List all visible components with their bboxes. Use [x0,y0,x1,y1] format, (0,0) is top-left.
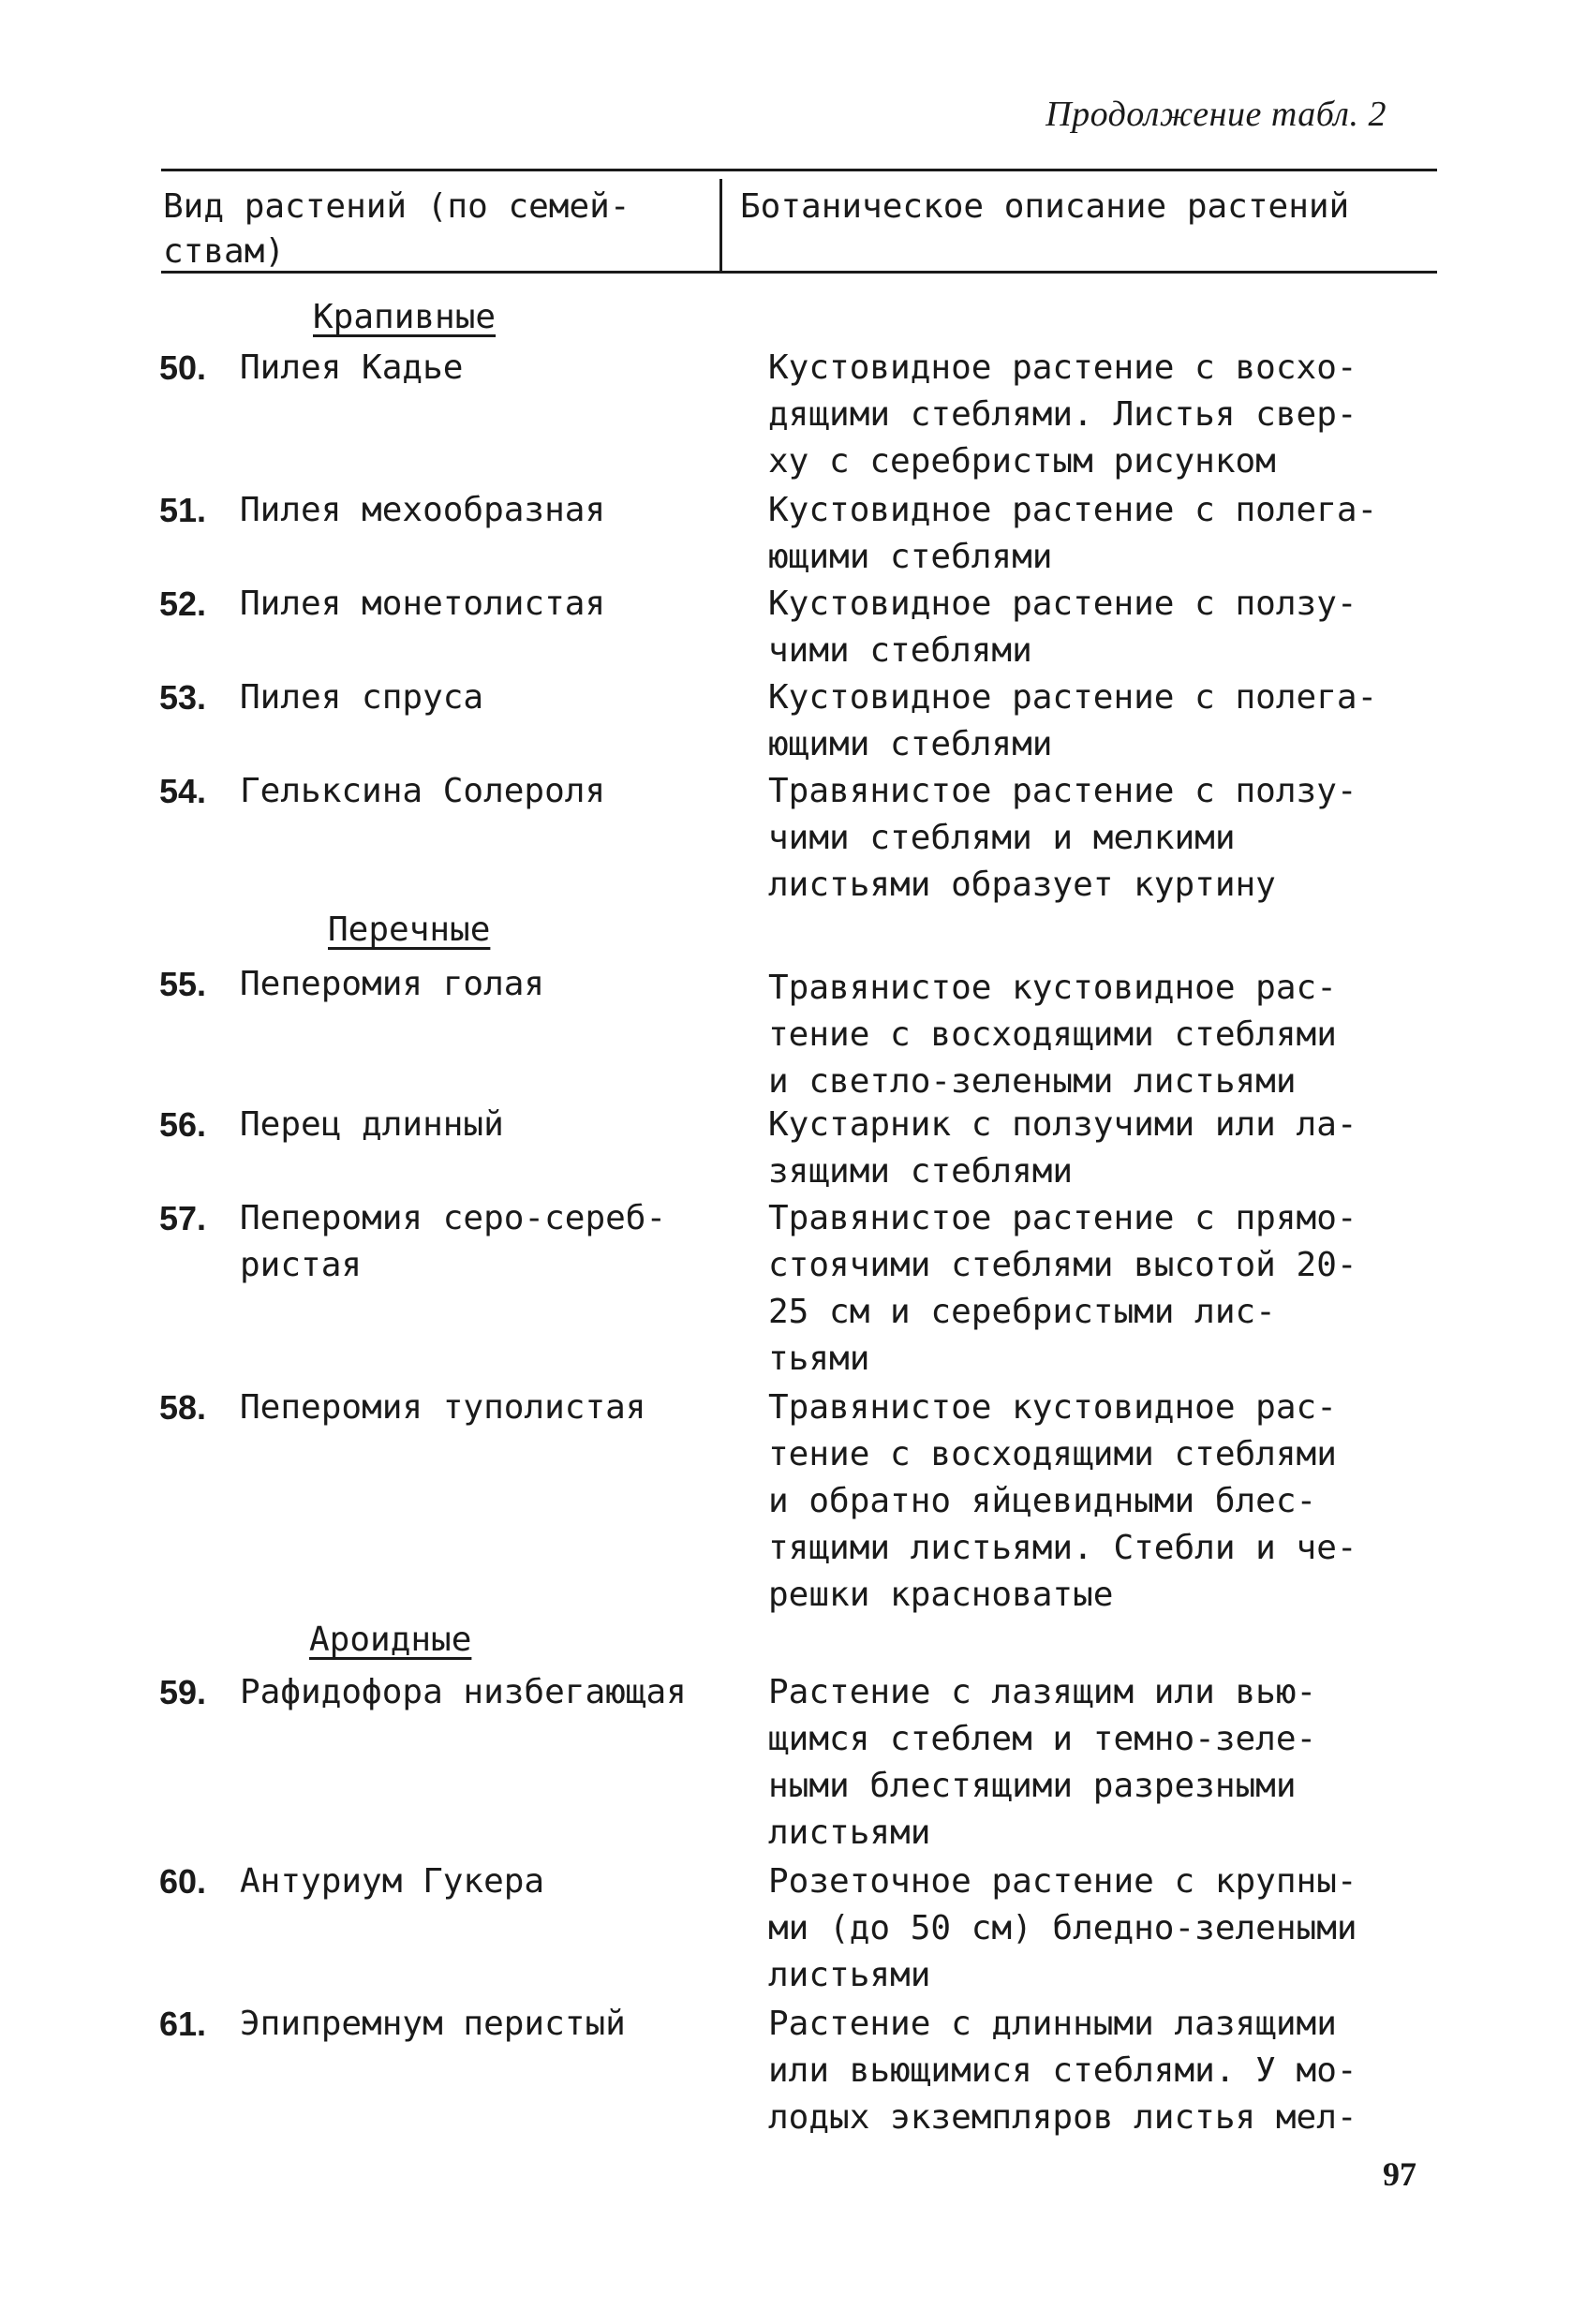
row-number: 56. [159,1105,207,1144]
species-name: Пилея мехообразная [240,491,606,529]
species-name: Рафидофора низбегающая [240,1673,687,1711]
column-header-species-text: Вид растений (по семей- ствам) [163,187,630,271]
species-description: Кустовидное растение с полега- ющими стеблями [768,491,1378,576]
table-continuation-label: Продолжение табл. 2 [1046,95,1387,134]
species-description: Растение с лазящим или вью- щимся стеблем и темно-зеле- ными блестящими разрезными листьями [768,1673,1317,1852]
species-name: Пеперомия серо-сереб- ристая [240,1199,667,1284]
row-number: 53. [159,678,207,717]
row-number: 51. [159,491,207,529]
column-header-description: Ботаническое описание растений [740,187,1350,226]
species-description: Розеточное растение с крупны- ми (до 50 см) бледно-зелеными листьями [768,1862,1357,1994]
species-name: Пилея Кадье [240,348,464,387]
row-number: 50. [159,348,207,387]
row-number: 52. [159,585,207,623]
page-number: 97 [1383,2155,1416,2193]
species-name: Эпипремнум перистый [240,2005,626,2043]
species-description: Растение с длинными лазящими или вьющимися стеблями. У мо- лодых экземпляров листья мел- [768,2005,1357,2137]
row-number: 54. [159,772,207,810]
species-description: Травянистое кустовидное рас- тение с восходящими стеблями и светло-зелеными листьями [768,969,1337,1101]
row-number: 58. [159,1388,207,1427]
species-name: Пеперомия голая [240,965,545,1003]
species-name: Перец длинный [240,1105,504,1144]
table-header [161,169,1437,274]
species-description: Травянистое кустовидное рас- тение с восходящими стеблями и обратно яйцевидными блес- тящими листьями. Стебли и че- решки красноватые [768,1388,1357,1614]
species-name: Гельксина Солероля [240,772,606,810]
species-name: Пилея спруса [240,678,484,717]
row-number: 57. [159,1199,207,1237]
species-description: Кустовидное растение с восхо- дящими стеблями. Листья свер- ху с серебристым рисунком [768,348,1357,481]
species-name: Пеперомия туполистая [240,1388,646,1427]
species-description: Травянистое растение с прямо- стоячими стеблями высотой 20- 25 см и серебристыми лис- тьями [768,1199,1357,1378]
column-divider [719,179,722,271]
species-description: Кустарник с ползучими или ла- зящими стеблями [768,1105,1357,1191]
row-number: 55. [159,965,207,1003]
family-heading-piperaceae: Перечные [328,910,491,949]
species-name: Пилея монетолистая [240,585,606,623]
row-number: 60. [159,1862,207,1901]
family-heading-araceae: Ароидные [309,1621,472,1659]
row-number: 61. [159,2005,207,2043]
species-description: Травянистое растение с ползу- чими стеблями и мелкими листьями образует куртину [768,772,1357,904]
species-description: Кустовидное растение с ползу- чими стеблями [768,585,1357,670]
row-number: 59. [159,1673,207,1711]
column-header-species [163,185,706,274]
species-name: Антуриум Гукера [240,1862,545,1901]
species-description: Кустовидное растение с полега- ющими стеблями [768,678,1378,763]
family-heading-urticaceae: Крапивные [313,298,497,336]
